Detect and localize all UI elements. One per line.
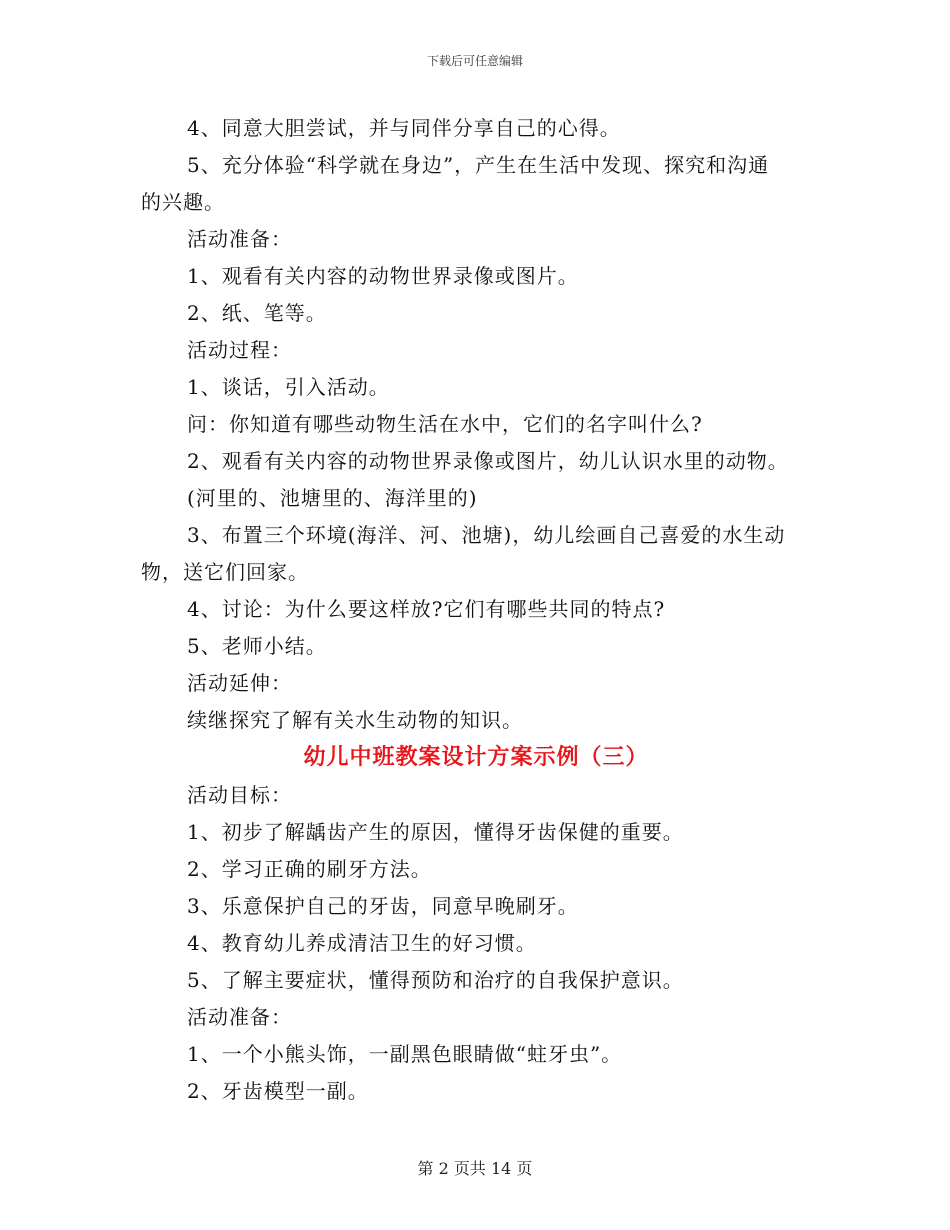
text-line: 的兴趣。 bbox=[141, 190, 225, 214]
document-body bbox=[141, 110, 811, 1110]
page-header: 下载后可任意编辑 bbox=[426, 54, 523, 68]
text-line: 1、观看有关内容的动物世界录像或图片。 bbox=[187, 264, 579, 288]
text-line: 1、谈话，引入活动。 bbox=[187, 375, 390, 399]
text-line: 活动延伸： bbox=[187, 671, 292, 695]
text-line: 4、教育幼儿养成清洁卫生的好习惯。 bbox=[187, 931, 537, 955]
text-line: 4、同意大胆尝试，并与同伴分享自己的心得。 bbox=[187, 116, 621, 140]
text-line: 活动准备： bbox=[187, 227, 292, 251]
text-line: 物，送它们回家。 bbox=[141, 560, 309, 584]
text-line: 活动过程： bbox=[187, 338, 292, 362]
text-line: 5、了解主要症状，懂得预防和治疗的自我保护意识。 bbox=[187, 968, 684, 992]
text-line: 1、初步了解龋齿产生的原因，懂得牙齿保健的重要。 bbox=[187, 820, 684, 844]
text-line: 续继探究了解有关水生动物的知识。 bbox=[187, 708, 523, 732]
text-line: 2、牙齿模型一副。 bbox=[187, 1079, 369, 1103]
text-line: 2、纸、笔等。 bbox=[187, 301, 327, 325]
text-line: 3、乐意保护自己的牙齿，同意早晚刷牙。 bbox=[187, 894, 579, 918]
section-title: 幼儿中班教案设计方案示例（三） bbox=[303, 745, 649, 770]
text-line: 问：你知道有哪些动物生活在水中，它们的名字叫什么? bbox=[187, 412, 703, 436]
text-line: 活动准备： bbox=[187, 1005, 292, 1029]
text-line: 1、一个小熊头饰，一副黑色眼睛做“蛀牙虫”。 bbox=[187, 1042, 623, 1066]
page-footer: 第 2 页共 14 页 bbox=[417, 1159, 533, 1178]
text-line: 5、老师小结。 bbox=[187, 634, 327, 658]
text-line: 4、讨论：为什么要这样放?它们有哪些共同的特点? bbox=[187, 597, 666, 621]
part2-paragraphs bbox=[141, 777, 811, 1110]
text-line: 5、充分体验“科学就在身边”，产生在生活中发现、探究和沟通 bbox=[187, 153, 770, 177]
text-line: 2、观看有关内容的动物世界录像或图片，幼儿认识水里的动物。 bbox=[187, 449, 789, 473]
text-line: 活动目标： bbox=[187, 783, 292, 807]
text-line: (河里的、池塘里的、海洋里的) bbox=[187, 486, 478, 510]
text-line: 2、学习正确的刷牙方法。 bbox=[187, 857, 432, 881]
part1-paragraphs bbox=[141, 110, 811, 739]
text-line: 3、布置三个环境(海洋、河、池塘)，幼儿绘画自己喜爱的水生动 bbox=[187, 523, 786, 547]
